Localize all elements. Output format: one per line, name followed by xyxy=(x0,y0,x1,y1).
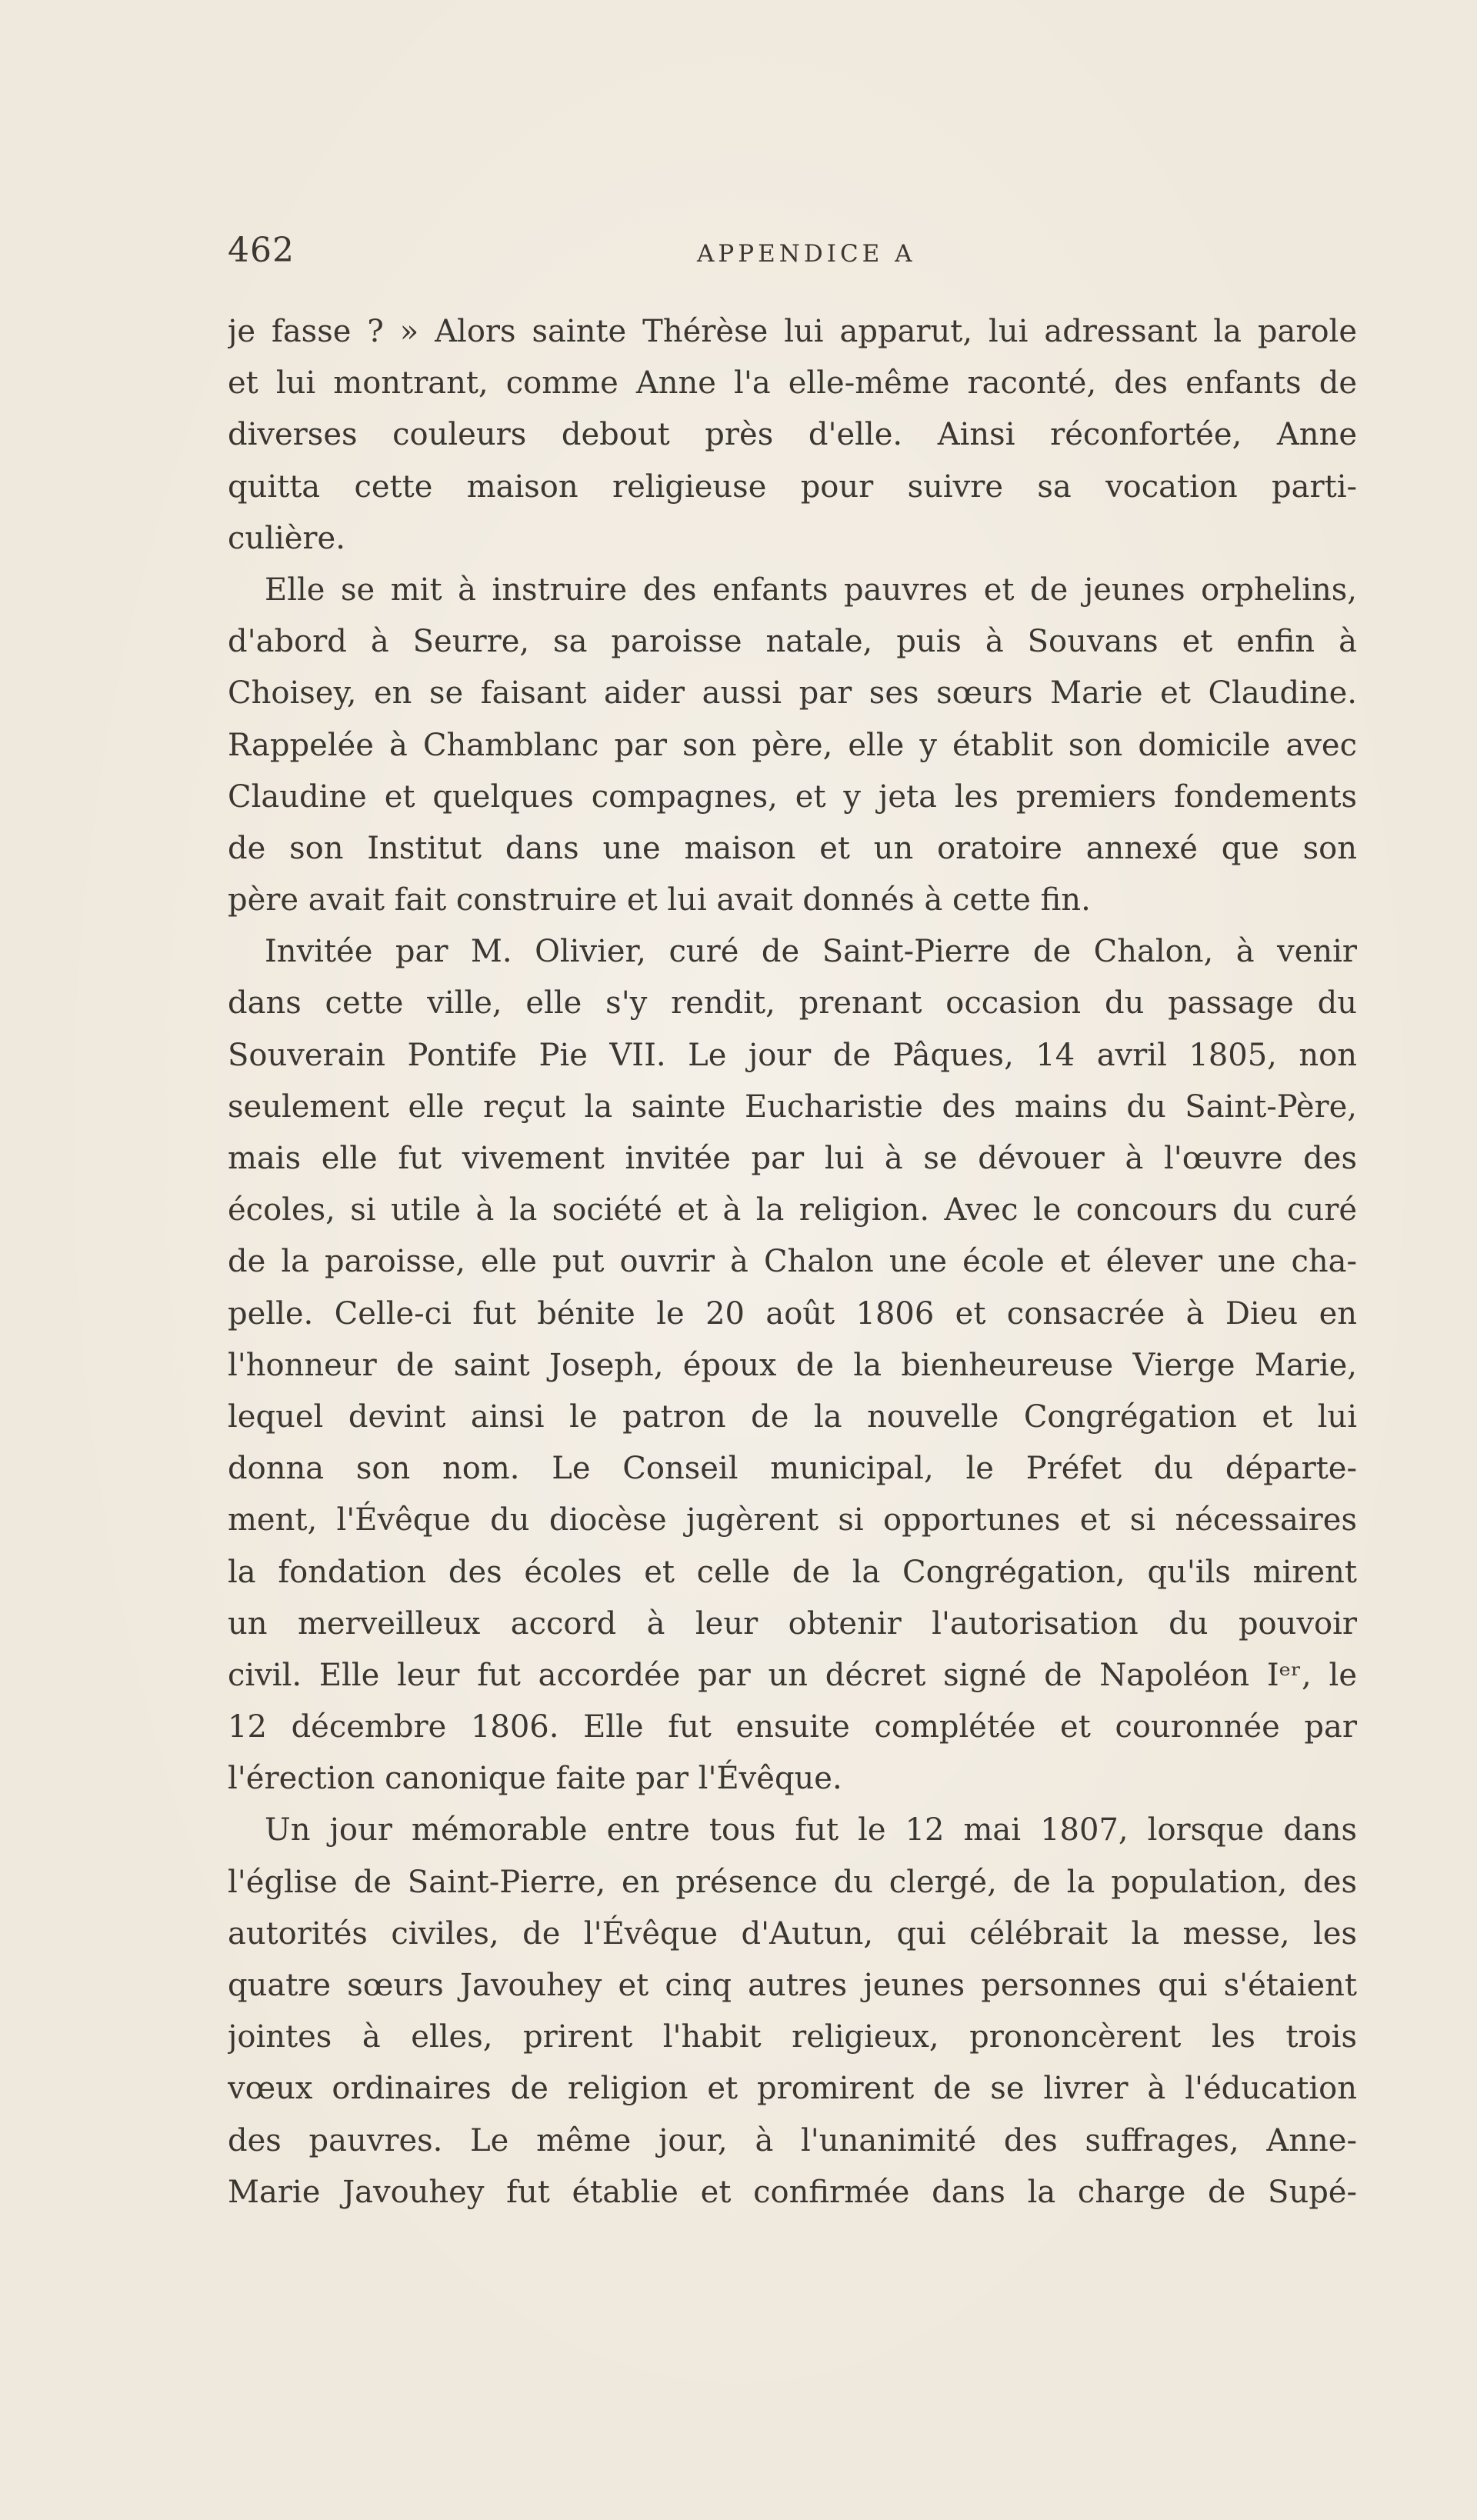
text-line: donna son nom. Le Conseil municipal, le Préfet du départe- xyxy=(228,1451,1357,1487)
text-line: d'abord à Seurre, sa paroisse natale, puis à Souvans et enfin à xyxy=(228,624,1357,660)
text-line: dans cette ville, elle s'y rendit, prenant occasion du passage du xyxy=(228,985,1357,1022)
text-line: un merveilleux accord à leur obtenir l'autorisation du pouvoir xyxy=(228,1605,1357,1642)
text-line: seulement elle reçut la sainte Eucharistie des mains du Saint-Père, xyxy=(228,1088,1357,1125)
text-line: je fasse ? » Alors sainte Thérèse lui apparut, lui adressant la parole xyxy=(228,314,1357,349)
text-line: pelle. Celle-ci fut bénite le 20 août 1806 et consacrée à Dieu en xyxy=(228,1295,1357,1332)
text-line: autorités civiles, de l'Évêque d'Autun, qui célébrait la messe, les xyxy=(228,1915,1357,1952)
page-header xyxy=(228,231,1354,277)
text-line: de la paroisse, elle put ouvrir à Chalon une école et élever une cha- xyxy=(228,1244,1357,1280)
text-line: civil. Elle leur fut accordée par un décret signé de Napoléon Iᵉʳ, le xyxy=(228,1657,1357,1693)
text-line: et lui montrant, comme Anne l'a elle-même raconté, des enfants de xyxy=(228,365,1357,402)
text-line: de son Institut dans une maison et un oratoire annexé que son xyxy=(228,830,1357,866)
text-line: ment, l'Évêque du diocèse jugèrent si opportunes et si nécessaires xyxy=(228,1502,1357,1538)
text-line: des pauvres. Le même jour, à l'unanimité des suffrages, Anne- xyxy=(228,2122,1357,2158)
text-line: Marie Javouhey fut établie et confirmée dans la charge de Supé- xyxy=(228,2174,1357,2210)
text-line: vœux ordinaires de religion et promirent de se livrer à l'éducation xyxy=(228,2071,1357,2107)
text-line: diverses couleurs debout près d'elle. Ainsi réconfortée, Anne xyxy=(228,417,1357,453)
text-line: l'église de Saint-Pierre, en présence du clergé, de la population, des xyxy=(228,1864,1357,1900)
text-line: père avait fait construire et lui avait donnés à cette fin. xyxy=(228,882,1091,918)
text-line: culière. xyxy=(228,520,345,556)
text-line: Invitée par M. Olivier, curé de Saint-Pierre de Chalon, à venir xyxy=(265,934,1357,970)
text-line: Choisey, en se faisant aider aussi par ses sœurs Marie et Claudine. xyxy=(228,675,1357,712)
body-text xyxy=(228,306,1357,2218)
text-line: la fondation des écoles et celle de la Congrégation, qu'ils mirent xyxy=(228,1554,1357,1590)
text-line: écoles, si utile à la société et à la religion. Avec le concours du curé xyxy=(228,1192,1357,1228)
text-line: jointes à elles, prirent l'habit religieux, prononcèrent les trois xyxy=(228,2019,1357,2055)
text-line: Rappelée à Chamblanc par son père, elle y établit son domicile avec xyxy=(228,727,1357,763)
running-head: APPENDICE A xyxy=(697,240,916,268)
text-line: l'honneur de saint Joseph, époux de la bienheureuse Vierge Marie, xyxy=(228,1347,1357,1383)
text-line: Souverain Pontife Pie VII. Le jour de Pâques, 14 avril 1805, non xyxy=(228,1037,1357,1073)
text-line: Claudine et quelques compagnes, et y jeta les premiers fondements xyxy=(228,778,1357,815)
page-number: 462 xyxy=(228,231,295,270)
text-line: 12 décembre 1806. Elle fut ensuite complétée et couronnée par xyxy=(228,1709,1357,1745)
text-line: quatre sœurs Javouhey et cinq autres jeunes personnes qui s'étaient xyxy=(228,1968,1357,2003)
text-line: l'érection canonique faite par l'Évêque. xyxy=(228,1761,842,1797)
text-line: quitta cette maison religieuse pour suivre sa vocation parti- xyxy=(228,468,1357,505)
text-line: lequel devint ainsi le patron de la nouvelle Congrégation et lui xyxy=(228,1398,1357,1435)
text-line: Un jour mémorable entre tous fut le 12 mai 1807, lorsque dans xyxy=(265,1812,1357,1848)
text-line: Elle se mit à instruire des enfants pauvres et de jeunes orphelins, xyxy=(265,572,1357,608)
text-line: mais elle fut vivement invitée par lui à se dévouer à l'œuvre des xyxy=(228,1141,1357,1176)
